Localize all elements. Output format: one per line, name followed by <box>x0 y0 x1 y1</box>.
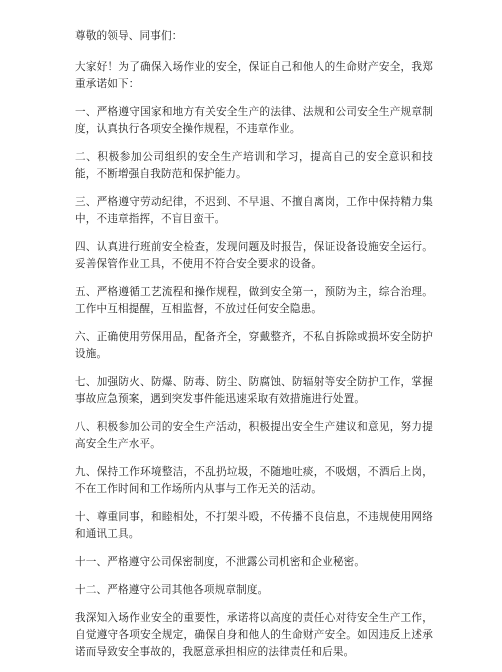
paragraph-closing: 我深知入场作业安全的重要性，承诺将以高度的责任心对待安全生产工作，自觉遵守各项安全规定，确保自身和他人的生命财产安全。如因违反上述承诺而导致安全事故的，我愿意承担相应的法律责任和后果。 <box>75 612 433 658</box>
paragraph-item-10: 十、尊重同事，和睦相处，不打架斗殴，不传播不良信息，不违规使用网络和通讯工具。 <box>75 511 433 540</box>
document-page <box>75 28 433 672</box>
paragraph-item-11: 十一、严格遵守公司保密制度，不泄露公司机密和企业秘密。 <box>75 556 366 568</box>
paragraph-item-9: 九、保持工作环境整洁，不乱扔垃圾，不随地吐痰，不吸烟，不酒后上岗，不在工作时间和工作场所内从事与工作无关的活动。 <box>75 466 433 495</box>
salutation: 尊敬的领导、同事们： <box>75 30 183 42</box>
paragraph-item-1: 一、严格遵守国家和地方有关安全生产的法律、法规和公司安全生产规章制度，认真执行各项安全操作规程，不违章作业。 <box>75 106 433 135</box>
paragraph-item-5: 五、严格遵循工艺流程和操作规程，做到安全第一，预防为主，综合治理。工作中互相提醒，互相监督，不放过任何安全隐患。 <box>75 286 433 315</box>
paragraph-item-2: 二、积极参加公司组织的安全生产培训和学习，提高自己的安全意识和技能，不断增强自我防范和保护能力。 <box>75 151 433 180</box>
paragraph-item-4: 四、认真进行班前安全检查，发现问题及时报告，保证设备设施安全运行。妥善保管作业工具，不使用不符合安全要求的设备。 <box>75 241 433 270</box>
paragraph-item-7: 七、加强防火、防爆、防毒、防尘、防腐蚀、防辐射等安全防护工作，掌握事故应急预案，遇到突发事件能迅速采取有效措施进行处置。 <box>75 376 433 405</box>
paragraph-item-12: 十二、严格遵守公司其他各项规章制度。 <box>75 584 269 596</box>
paragraph-item-3: 三、严格遵守劳动纪律，不迟到、不早退、不擅自离岗，工作中保持精力集中，不违章指挥，不盲目蛮干。 <box>75 196 433 225</box>
paragraph-intro: 大家好！为了确保入场作业的安全，保证自己和他人的生命财产安全，我郑重承诺如下： <box>75 61 433 90</box>
paragraph-item-8: 八、积极参加公司的安全生产活动，积极提出安全生产建议和意见，努力提高安全生产水平。 <box>75 421 433 450</box>
paragraph-item-6: 六、正确使用劳保用品，配备齐全，穿戴整齐，不私自拆除或损坏安全防护设施。 <box>75 331 433 360</box>
